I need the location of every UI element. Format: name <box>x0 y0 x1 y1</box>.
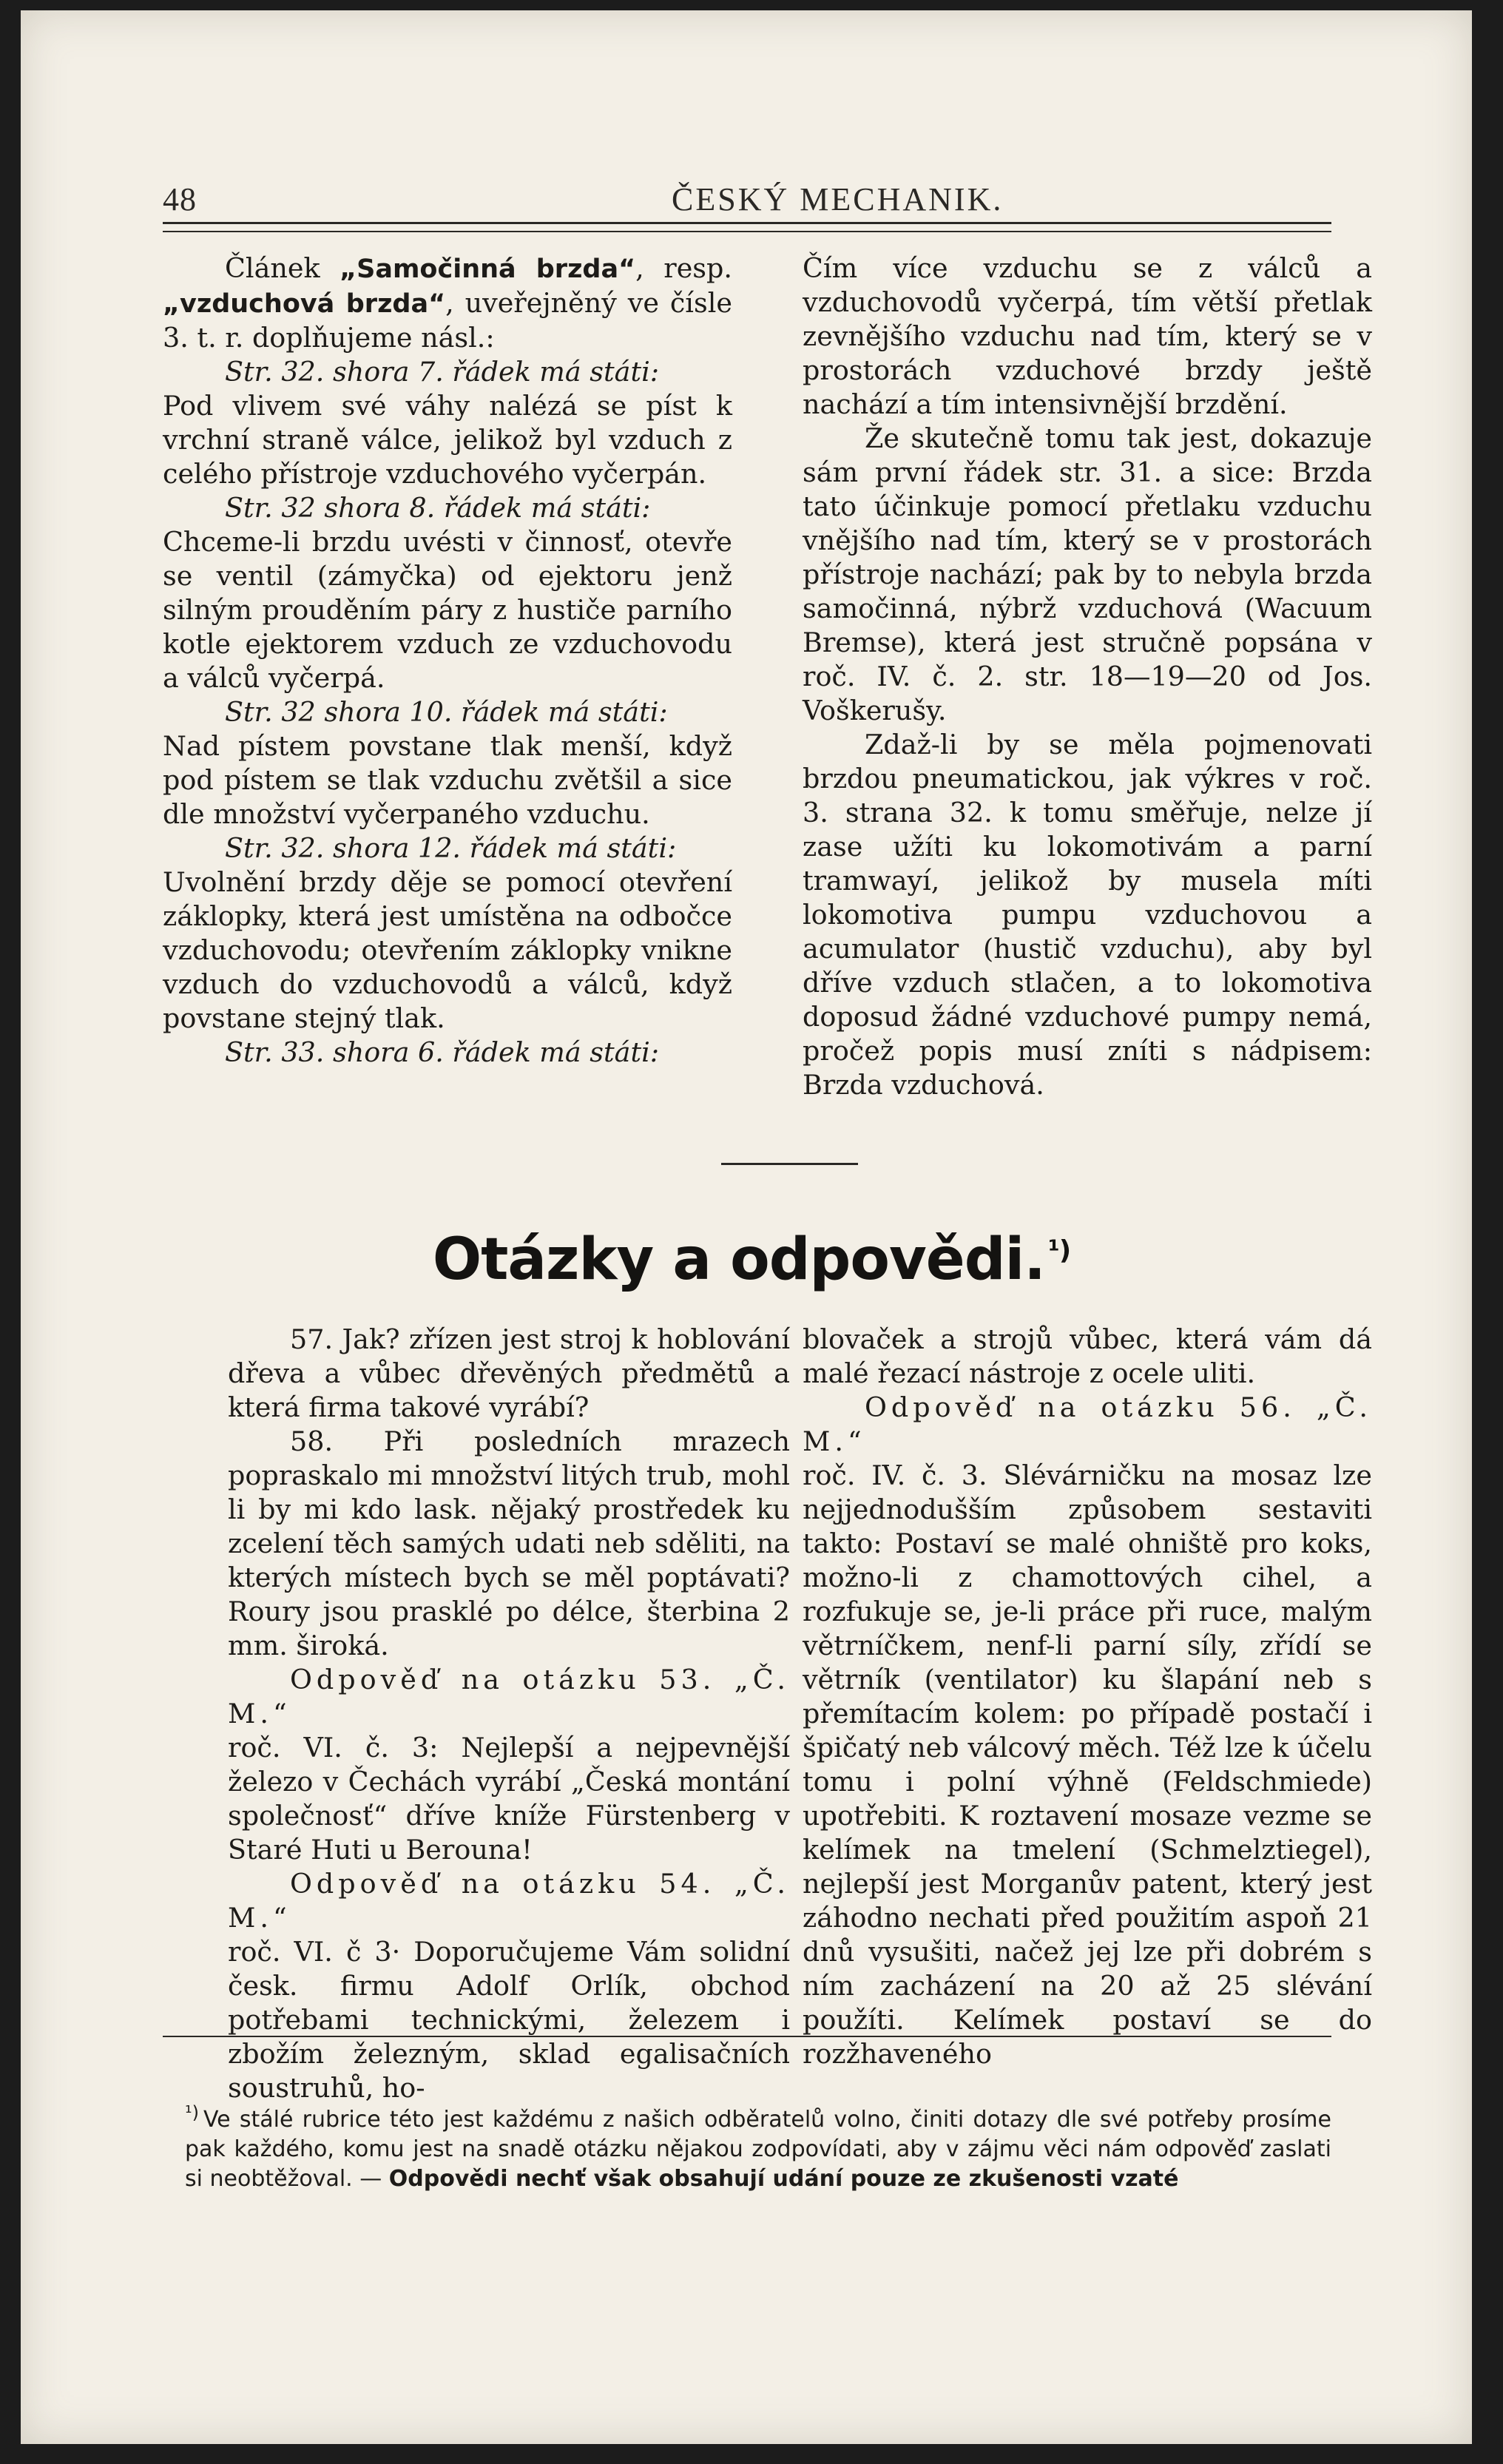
answer-continuation: blovaček a strojů vůbec, která vám dá malé řezací nástroje z ocele uliti. <box>803 1323 1372 1389</box>
question-58: 58. Při posledních mrazech popraskalo mi množství litých trub, mohl li by mi kdo lask. nějaký prostředek ku zcelení těch samých udati neb sděliti, na kterých místech bych se měl poptávati? Roury jsou prasklé po délce, šterbina 2 mm. široká. <box>228 1425 790 1661</box>
article-intro <box>163 252 732 355</box>
correction-text-3: Nad pístem povstane tlak menší, když pod pístem se tlak vzduchu zvětšil a sice dle množství vyčerpaného vzduchu. <box>163 730 732 830</box>
correction-ref-5: Str. 33. shora 6. řádek má státi: <box>225 1036 660 1068</box>
footnote-rule <box>163 2036 1331 2037</box>
answer-54-text: roč. VI. č 3· Doporučujeme Vám solidní česk. firmu Adolf Orlík, obchod potřebami technickými, železem i zbožím železným, sklad egalisačních soustruhů, ho- <box>228 1936 790 2104</box>
correction-text-2: Chceme-li brzdu uvésti v činnosť, otevře se ventil (zámyčka) od ejektoru jenž silným prouděním páry z hustiče parního kotle ejektorem vzduch ze vzduchovodu a válců vyčerpá. <box>163 526 732 694</box>
answer-56-text: roč. IV. č. 3. Slévárničku na mosaz lze nejjednodušším způsobem sestaviti takto: Postaví se malé ohniště pro koks, možno-li z chamottových cihel, a rozfukuje se, je-li práce při ruce, malým větrníčkem, nenf-li parní síly, zřídí se větrník (ventilator) ku šlapání neb s přemítacím kolem: po případě postačí i špičatý neb válcový měch. Též lze k účelu tomu i polní výhně (Feldschmiede) upotřebiti. K roztavení mosaze vezme se kelímek na tmelení (Schmelztiegel), nejlepší jest Morganův patent, který jest záhodno nechati před použitím aspoň 21 dnů vysušiti, načež jej lze při dobrém s ním zacházení na 20 až 25 slévání použíti. Kelímek postaví se do rozžhaveného <box>803 1459 1372 2070</box>
answer-56-label: Odpověď na otázku 56. „Č. M.“ <box>803 1391 1372 1457</box>
page-number: 48 <box>163 181 197 217</box>
intro-title-1: „Samočinná brzda“ <box>340 254 636 284</box>
footnote-mark: ¹) <box>185 2102 199 2123</box>
section-footnote-mark: ¹) <box>1047 1235 1071 1266</box>
intro-lead: Článek <box>225 252 340 284</box>
correction-ref-1: Str. 32. shora 7. řádek má státi: <box>225 356 660 388</box>
article-paragraph-3: Zdaž-li by se měla pojmenovati brzdou pneumatickou, jak výkres v roč. 3. strana 32. k tomu směřuje, nelze jí zase užíti ku lokomotivám a parní tramwayí, jelikož by musela míti lokomotiva pumpu vzduchovou a acumulator (hustič vzduchu), aby byl dříve vzduch stlačen, a to lokomotiva doposud žádné vzduchové pumpy nemá, pročež popis musí zníti s nádpisem: Brzda vzduchová. <box>803 729 1372 1101</box>
article-paragraph-2: Že skutečně tomu tak jest, dokazuje sám první řádek str. 31. a sice: Brzda tato účinkuje pomocí přetlaku vzduchu vnějšího nad tím, který se v prostorách přístroje nachází; pak by to nebyla brzda samočinná, nýbrž vzduchová (Wacuum Bremse), která jest stručně popsána v roč. IV. č. 2. str. 18—19—20 od Jos. Voškerušy. <box>803 422 1372 726</box>
section-title <box>0 1226 1503 1293</box>
question-57: 57. Jak? zřízen jest stroj k hoblování dřeva a vůbec dřevěných předmětů a která firma takové vyrábí? <box>228 1323 790 1423</box>
footnote-text: Ve stálé rubrice této jest každému z našich odběratelů volno, činiti dotazy dle své potřeby prosíme pak každého, komu jest na snadě otázku nějakou zodpovídati, aby v zájmu věci nám odpověď zaslati si neobtěžoval. — <box>185 2107 1331 2192</box>
page-header <box>163 175 1317 222</box>
journal-title: ČESKÝ MECHANIK. <box>672 181 1004 217</box>
qa-right-column <box>803 1323 1372 2071</box>
section-divider <box>721 1163 858 1165</box>
footnote <box>185 2098 1331 2194</box>
correction-ref-4: Str. 32. shora 12. řádek má státi: <box>225 832 677 864</box>
answer-54-label: Odpověď na otázku 54. „Č. M.“ <box>228 1868 790 1934</box>
article-right-column <box>803 252 1372 1102</box>
article-paragraph-1: Čím více vzduchu se z válců a vzduchovodů vyčerpá, tím větší přetlak zevnějšího vzduchu nad tím, který se v prostorách vzduchové brzdy ještě nachází a tím intensivnější brzdění. <box>803 252 1372 420</box>
intro-title-2: „vzduchová brzda“ <box>163 289 446 319</box>
answer-53-text: roč. VI. č. 3: Nejlepší a nejpevnější železo v Čechách vyrábí „Česká montání společnosť“ dříve knížе Fürstenberg v Staré Huti u Berouna! <box>228 1732 790 1866</box>
correction-text-1: Pod vlivem své váhy nalézá se píst k vrchní straně válce, jelikož byl vzduch z celého přístroje vzduchového vyčerpán. <box>163 390 732 490</box>
article-left-column <box>163 252 732 1070</box>
header-rule-thin <box>163 231 1331 232</box>
correction-text-4: Uvolnění brzdy děje se pomocí otevření záklopky, která jest umístěna na odbočce vzduchovodu; otevřením záklopky vnikne vzduch do vzduchovodů a válců, když povstane stejný tlak. <box>163 866 732 1034</box>
intro-tail: , uveřejněný ve čísle 3. t. r. doplňujeme násl.: <box>163 287 732 354</box>
section-title-text: Otázky a odpovědi. <box>432 1226 1045 1293</box>
correction-ref-2: Str. 32 shora 8. řádek má státi: <box>225 492 651 524</box>
qa-left-column <box>228 1323 790 2105</box>
footnote-bold-text: Odpovědi nechť však obsahují udání pouze ze zkušenosti vzaté <box>388 2166 1179 2192</box>
header-rule-thick <box>163 222 1331 224</box>
correction-ref-3: Str. 32 shora 10. řádek má státi: <box>225 696 668 728</box>
answer-53-label: Odpověď na otázku 53. „Č. M.“ <box>228 1664 790 1729</box>
intro-mid: , resp. <box>635 252 732 284</box>
